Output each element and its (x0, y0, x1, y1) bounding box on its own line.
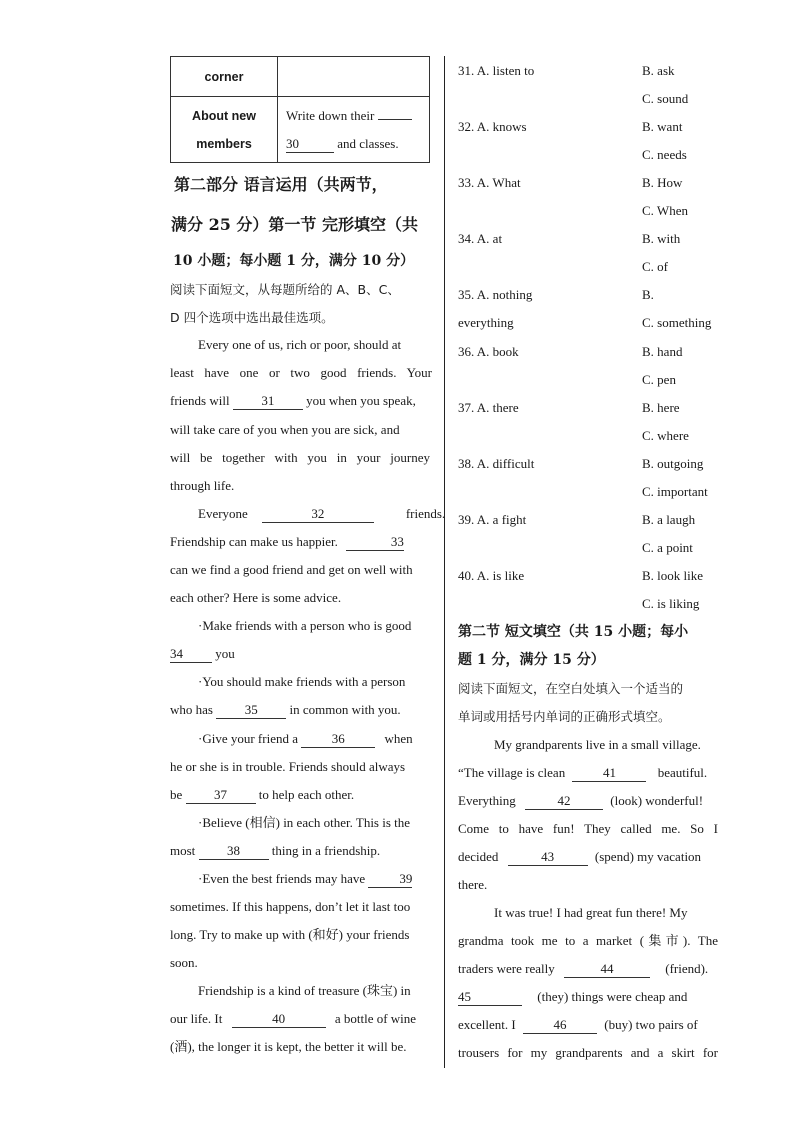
blank-33: 33 (346, 534, 404, 551)
option-32-a: 32. A. knows (458, 119, 527, 134)
text: a bottle of wine (334, 1011, 417, 1026)
blank-43: 43 (508, 849, 588, 866)
text: ·Even the best friends may have (198, 871, 366, 886)
table-text: Write down their (286, 107, 375, 123)
p1-line4: will take care of you when you are sick, and (170, 422, 400, 437)
part2-heading-line2: 满分 25 分）第一节 完形填空（共 (171, 215, 418, 234)
option-38-c: C. important (642, 484, 708, 499)
p2-line2 (170, 532, 404, 552)
instruction-line1: 阅读下面短文，从每题所给的 A、B、C、 (170, 282, 400, 297)
advice3-line1 (198, 729, 413, 749)
p5-line5 (458, 1015, 698, 1035)
option-40-a: 40. A. is like (458, 568, 525, 583)
p2-line3: can we find a good friend and get on well with (170, 562, 413, 577)
advice5-line3: long. Try to make up with (和好) your friends (170, 927, 410, 942)
p4-line5 (458, 847, 701, 867)
p5-line2: grandma took me to a market (集市). The (458, 933, 718, 948)
text: (they) things were cheap and (537, 989, 688, 1004)
advice1-line1: ·Make friends with a person who is good (198, 618, 412, 633)
p1-line6: through life. (170, 478, 235, 493)
p5-line4 (458, 987, 687, 1007)
part2-heading-line1: 第二部分 语言运用（共两节， (174, 175, 388, 194)
option-39-a: 39. A. a fight (458, 512, 527, 527)
option-31-c: C. sound (642, 91, 689, 106)
section2-instruction-line1: 阅读下面短文，在空白处填入一个适当的 (458, 681, 684, 696)
option-36-a: 36. A. book (458, 344, 519, 359)
option-34-c: C. of (642, 259, 668, 274)
text: Friendship can make us happier. (170, 534, 338, 549)
blank-40: 40 (232, 1011, 326, 1028)
table-cell-about-new-members (171, 97, 278, 163)
text: be (170, 787, 183, 802)
text: to help each other. (258, 787, 355, 802)
advice5-line4: soon. (170, 955, 198, 970)
text: “The village is clean (458, 765, 566, 780)
text: thing in a friendship. (271, 843, 381, 858)
advice5-line2: sometimes. If this happens, don’t let it last too (170, 899, 411, 914)
option-36-c: C. pen (642, 372, 676, 387)
option-31-b: B. ask (642, 63, 675, 78)
option-37-a: 37. A. there (458, 400, 519, 415)
text: our life. It (170, 1011, 223, 1026)
blank-35: 35 (216, 702, 286, 719)
advice5-line1 (198, 869, 412, 889)
p3-line3: (酒), the longer it is kept, the better it will be. (170, 1039, 407, 1054)
text: most (170, 843, 196, 858)
column-divider (444, 56, 445, 1068)
p1-line1 (170, 335, 430, 355)
option-39-c: C. a point (642, 540, 693, 555)
option-35-a: 35. A. nothing (458, 287, 533, 302)
advice4-line1: ·Believe (相信) in each other. This is the (198, 815, 411, 830)
table-cell-corner: corner (171, 57, 278, 97)
option-34-b: B. with (642, 231, 681, 246)
instruction-line2: D 四个选项中选出最佳选项。 (170, 310, 334, 325)
p3-line2 (170, 1009, 416, 1029)
advice2-line2 (170, 700, 401, 720)
p3-line1: Friendship is a kind of treasure (珠宝) in (198, 983, 411, 998)
table-key-line2: members (196, 136, 252, 151)
option-34-a: 34. A. at (458, 231, 503, 246)
option-35-b-cont: everything (458, 315, 514, 330)
text: (buy) two pairs of (604, 1017, 698, 1032)
blank-31: 31 (233, 393, 303, 410)
p5-line3 (458, 959, 708, 979)
text: Everyone (198, 506, 248, 521)
advice3-line3 (170, 785, 354, 805)
option-32-c: C. needs (642, 147, 687, 162)
option-33-a: 33. A. What (458, 175, 521, 190)
part2-heading-line3: 10 小题；每小题 1 分，满分 10 分） (173, 253, 415, 269)
blank-37: 37 (186, 787, 256, 804)
text: decided (458, 849, 499, 864)
blank-46: 46 (523, 1017, 597, 1034)
p5-line6: trousers for my grandparents and a skirt for (458, 1045, 718, 1060)
option-37-c: C. where (642, 428, 689, 443)
blank-44: 44 (564, 961, 650, 978)
blank-45: 45 (458, 989, 522, 1006)
left-column (170, 56, 432, 163)
text: traders were really (458, 961, 555, 976)
advice2-line1: ·You should make friends with a person (198, 674, 406, 689)
text: when (384, 731, 413, 746)
p2-line4: each other? Here is some advice. (170, 590, 342, 605)
p4-line4: Come to have fun! They called me. So I (458, 821, 718, 836)
text: excellent. I (458, 1017, 516, 1032)
text: in common with you. (289, 702, 401, 717)
p4-line1: My grandparents live in a small village. (494, 737, 701, 752)
blank-32: 32 (262, 506, 374, 523)
info-table (170, 56, 430, 163)
option-39-b: B. a laugh (642, 512, 696, 527)
p4-line2 (458, 763, 707, 783)
text: ·Give your friend a (198, 731, 298, 746)
text: beautiful. (657, 765, 708, 780)
table-cell-empty (278, 57, 430, 97)
option-32-b: B. want (642, 119, 683, 134)
p4-line3 (458, 791, 703, 811)
advice3-line2: he or she is in trouble. Friends should always (170, 759, 406, 774)
text: friends. (405, 506, 446, 521)
text: (friend). (665, 961, 709, 976)
table-text-2: and classes. (337, 135, 399, 151)
option-37-b: B. here (642, 400, 680, 415)
p1-line5: will be together with you in your journey (170, 450, 430, 465)
text: (look) wonderful! (610, 793, 704, 808)
option-38-b: B. outgoing (642, 456, 704, 471)
option-38-a: 38. A. difficult (458, 456, 535, 471)
p2-line1 (198, 504, 445, 524)
text: you (215, 646, 235, 661)
option-35-b: B. (642, 287, 654, 302)
blank-42: 42 (525, 793, 603, 810)
advice1-line2 (170, 644, 235, 664)
option-40-c: C. is liking (642, 596, 700, 611)
section2-heading-line2: 题 1 分，满分 15 分） (458, 652, 605, 668)
p1-line2: least have one or two good friends. Your (170, 365, 432, 380)
p4-line6: there. (458, 877, 488, 892)
blank-34: 34 (170, 646, 212, 663)
text: (spend) my vacation (594, 849, 702, 864)
option-31-a: 31. A. listen to (458, 63, 535, 78)
option-40-b: B. look like (642, 568, 704, 583)
advice4-line2 (170, 841, 380, 861)
option-33-b: B. How (642, 175, 683, 190)
option-35-c: C. something (642, 315, 712, 330)
blank-41: 41 (572, 765, 646, 782)
option-33-c: C. When (642, 203, 688, 218)
blank-30-lead (378, 119, 412, 120)
blank-36: 36 (301, 731, 375, 748)
text: Everything (458, 793, 516, 808)
text: friends will (170, 393, 230, 408)
text: Every one of us, rich or poor, should at (198, 337, 402, 352)
text: who has (170, 702, 213, 717)
blank-30: 30 (286, 136, 334, 153)
blank-38: 38 (199, 843, 269, 860)
table-cell-write-down (278, 97, 430, 163)
section2-instruction-line2: 单词或用括号内单词的正确形式填空。 (458, 709, 671, 724)
table-key-line1: About new (192, 108, 256, 123)
section2-heading-line1: 第二节 短文填空（共 15 小题；每小 (458, 624, 689, 640)
p5-line1: It was true! I had great fun there! My (494, 905, 688, 920)
blank-39: 39 (368, 871, 412, 888)
option-36-b: B. hand (642, 344, 683, 359)
text: you when you speak, (306, 393, 416, 408)
p1-line3 (170, 391, 416, 411)
